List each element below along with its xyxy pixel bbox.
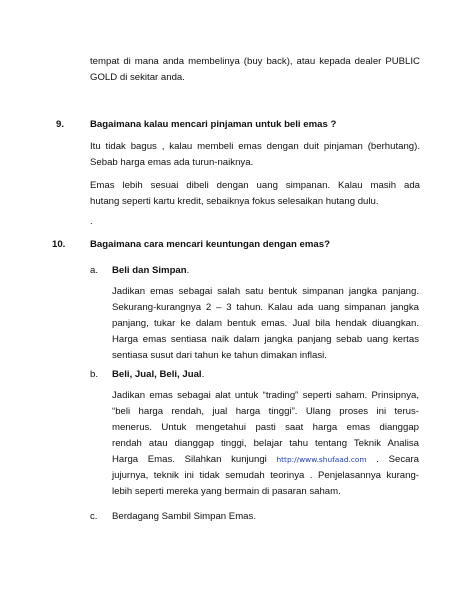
subsection-b-heading bbox=[90, 367, 204, 383]
b-line-4: rendah atau dianggap tinggi, belajar tahu tentang Teknik Analisa bbox=[112, 438, 419, 449]
subsection-a-label: Beli dan Simpan bbox=[112, 265, 187, 276]
subsection-a-paragraph bbox=[112, 284, 419, 364]
intro-line-2: GOLD di sekitar anda. bbox=[90, 72, 185, 83]
intro-line-1: tempat di mana anda membelinya (buy back), atau kepada dealer PUBLIC bbox=[90, 56, 420, 67]
intro-paragraph bbox=[90, 54, 420, 86]
question-9-paragraph-1 bbox=[90, 139, 420, 171]
b-line-6: jujurnya, teknik ini tidak semudah teorinya . Penjelasannya kurang- bbox=[112, 470, 419, 481]
q9-p1-line-2: Sebab harga emas ada turun-naiknya. bbox=[90, 157, 254, 168]
subsection-c-letter: c. bbox=[90, 511, 98, 522]
question-9-paragraph-2 bbox=[90, 178, 420, 210]
question-9-title: Bagaimana kalau mencari pinjaman untuk beli emas ? bbox=[90, 119, 337, 130]
b-line-1: Jadikan emas sebagai alat untuk “trading‟ seperti saham. Prinsipnya, bbox=[112, 390, 419, 401]
subsection-a-suffix: . bbox=[186, 265, 190, 276]
stray-period: . bbox=[90, 216, 93, 227]
b-line-5-start: Harga Emas. Silahkan kunjungi bbox=[112, 454, 267, 465]
q9-p1-line-1: Itu tidak bagus , kalau membeli emas dengan duit pinjaman (berhutang). bbox=[90, 141, 420, 152]
a-line-5: sentiasa susut dari tahun ke tahun dimakan inflasi. bbox=[112, 350, 327, 361]
subsection-c-label: Berdagang Sambil Simpan Emas. bbox=[112, 511, 256, 522]
b-line-3: menerus. Untuk mengetahui pasti saat harga emas dianggap bbox=[112, 422, 419, 433]
question-10-number: 10. bbox=[52, 239, 66, 250]
a-line-2: Sekurang-kurangnya 2 – 3 tahun. Kalau ada uang simpanan jangka bbox=[112, 302, 419, 313]
b-line-2: “beli harga rendah, jual harga tinggi”. Ulang proses ini terus- bbox=[112, 406, 419, 417]
subsection-a-heading bbox=[90, 263, 189, 279]
question-10-title: Bagaimana cara mencari keuntungan dengan emas? bbox=[90, 239, 330, 250]
website-link[interactable]: http://www.shufaad.com bbox=[276, 455, 367, 464]
a-line-4: Harga emas sentiasa naik dalam jangka panjang sebab uang kertas bbox=[112, 334, 419, 345]
subsection-a-letter: a. bbox=[90, 265, 99, 276]
q9-p2-line-1: Emas lebih sesuai dibeli dengan uang simpanan. Kalau masih ada bbox=[90, 180, 420, 191]
subsection-c-heading bbox=[90, 509, 256, 525]
question-9-number: 9. bbox=[56, 119, 65, 130]
b-line-7: lebih seperti mereka yang bermain di pasaran saham. bbox=[112, 486, 341, 497]
subsection-b-letter: b. bbox=[90, 369, 99, 380]
subsection-b-suffix: . bbox=[201, 369, 205, 380]
subsection-b-label: Beli, Jual, Beli, Jual bbox=[112, 369, 202, 380]
a-line-3: panjang, tukar ke dalam bentuk emas. Jual bila hendak diuangkan. bbox=[112, 318, 419, 329]
b-line-5 bbox=[112, 452, 419, 468]
q9-p2-line-2: hutang seperti kartu kredit, sebaiknya fokus selesaikan hutang dulu. bbox=[90, 196, 379, 207]
a-line-1: Jadikan emas sebagai salah satu bentuk simpanan jangka panjang. bbox=[112, 286, 419, 297]
subsection-b-paragraph bbox=[112, 388, 419, 500]
b-line-5-end: . Secara bbox=[376, 454, 419, 465]
